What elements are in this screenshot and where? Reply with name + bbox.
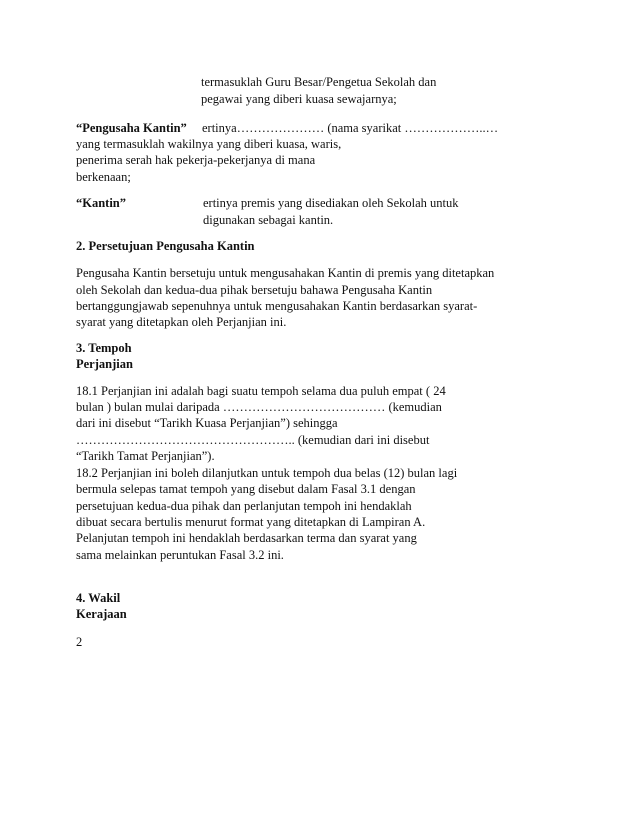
- page-number: 2: [76, 635, 83, 649]
- definition-continuation-line: termasuklah Guru Besar/Pengetua Sekolah dan: [201, 75, 437, 89]
- paragraph-line: …………………………………………….. (kemudian dari ini disebut: [76, 433, 430, 447]
- paragraph-line: 18.1 Perjanjian ini adalah bagi suatu tempoh selama dua puluh empat ( 24: [76, 384, 446, 398]
- definition-term-kantin: “Kantin”: [76, 196, 127, 210]
- paragraph-line: dari ini disebut “Tarikh Kuasa Perjanjian”) sehingga: [76, 416, 338, 430]
- paragraph-line: bertanggungjawab sepenuhnya untuk mengusahakan Kantin berdasarkan syarat-: [76, 299, 478, 313]
- paragraph-line: sama melainkan peruntukan Fasal 3.2 ini.: [76, 548, 284, 562]
- paragraph-line: bulan ) bulan mulai daripada ………………………………… (kemudian: [76, 400, 442, 414]
- definition-text-line: digunakan sebagai kantin.: [203, 213, 334, 227]
- paragraph-line: bermula selepas tamat tempoh yang disebut dalam Fasal 3.1 dengan: [76, 482, 416, 496]
- section-heading-tempoh: Perjanjian: [76, 357, 133, 371]
- section-heading-wakil: 4. Wakil: [76, 591, 121, 605]
- paragraph-line: Pengusaha Kantin bersetuju untuk mengusahakan Kantin di premis yang ditetapkan: [76, 266, 495, 280]
- section-heading-wakil: Kerajaan: [76, 607, 127, 621]
- paragraph-line: dibuat secara bertulis menurut format yang ditetapkan di Lampiran A.: [76, 515, 426, 529]
- paragraph-line: 18.2 Perjanjian ini boleh dilanjutkan untuk tempoh dua belas (12) bulan lagi: [76, 466, 458, 480]
- definition-continuation-line: pegawai yang diberi kuasa sewajarnya;: [201, 92, 397, 106]
- paragraph-line: “Tarikh Tamat Perjanjian”).: [76, 449, 215, 463]
- paragraph-line: oleh Sekolah dan kedua-dua pihak bersetuju bahawa Pengusaha Kantin: [76, 283, 433, 297]
- definition-text-line: berkenaan;: [76, 170, 131, 184]
- definition-text-kantin: ertinya premis yang disediakan oleh Sekolah untuk: [203, 196, 459, 210]
- paragraph-line: persetujuan kedua-dua pihak dan perlanjutan tempoh ini hendaklah: [76, 499, 412, 513]
- section-heading-persetujuan: 2. Persetujuan Pengusaha Kantin: [76, 239, 255, 253]
- definition-text-pengusaha-kantin: ertinya………………… (nama syarikat ………………..…: [202, 121, 499, 135]
- paragraph-line: syarat yang ditetapkan oleh Perjanjian ini.: [76, 315, 287, 329]
- paragraph-line: Pelanjutan tempoh ini hendaklah berdasarkan terma dan syarat yang: [76, 531, 417, 545]
- definition-text-line: yang termasuklah wakilnya yang diberi kuasa, waris,: [76, 137, 342, 151]
- definition-text-line: penerima serah hak pekerja-pekerjanya di mana: [76, 153, 316, 167]
- definition-term-pengusaha-kantin: “Pengusaha Kantin”: [76, 121, 187, 135]
- section-heading-tempoh: 3. Tempoh: [76, 341, 132, 355]
